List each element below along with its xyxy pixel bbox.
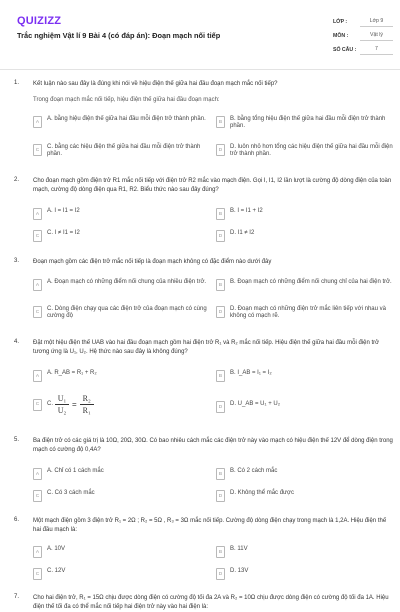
option-text: D. U_AB = U₁ + U₂ [230,401,281,407]
option-a[interactable] [33,370,213,382]
fraction-numerator: U₁ [57,394,67,403]
meta-value: 7 [360,46,393,55]
fraction-r [80,394,94,415]
option-b[interactable] [216,370,396,382]
header [0,0,400,66]
question-text: Cho đoạn mạch gồm điện trở R1 mắc nối tiếp với điện trở R2 mắc vào mạch điện. Gọi I, I1, I2 lần lượt là cường độ dòng điện của toàn mạch, cường độ dòng điện qua R1, R2. Biểu thức nào sau đây đúng? [33,178,392,193]
option-text: C. 12V [47,568,66,574]
fraction-numerator: R₂ [82,394,91,403]
fraction-bar [55,404,69,405]
quizizz-logo: QUIZIZZ [17,15,62,27]
option-text: D. luôn nhỏ hơn tổng các hiệu điện thế giữa hai đầu mỗi điện trở thành phần. [230,144,393,157]
option-letter-box: B [216,546,225,558]
option-text: C. bằng các hiệu điện thế giữa hai đầu mỗi điện trở thành phần. [47,144,201,157]
option-letter-box: A [33,370,42,382]
option-a[interactable] [33,116,213,128]
option-a[interactable] [33,279,213,291]
option-letter-box: A [33,208,42,220]
option-letter-box: B [216,208,225,220]
option-text: A. Đoạn mạch có những điểm nối chung của nhiều điện trở. [47,279,207,285]
option-letter-box: C [33,490,42,502]
question-text: Cho hai điện trở, R₁ = 15Ω chịu được dòng điện có cường độ tối đa 2A và R₂ = 10Ω chịu được dòng điện có cường độ tối đa 1A. Hiệu điện thế tối đa có thể mắc nối tiếp hai điện trở này vào hai điện là: [33,595,389,610]
meta-row-class [333,15,393,29]
question-text: Đoạn mạch gồm các điện trở mắc nối tiếp là đoạn mạch không có đặc điểm nào dưới đây [33,259,272,265]
meta-key: LỚP : [333,19,348,25]
option-letter-box: A [33,116,42,128]
option-text: A. I = I1 = I2 [47,208,80,214]
option-text: C. Có 3 cách mắc [47,490,95,496]
option-c[interactable] [33,394,213,415]
option-text: B. Đoạn mạch có những điểm nối chung chỉ của hai điện trở. [230,279,392,285]
option-letter-box: B [216,468,225,480]
question-number: 6. [14,517,20,523]
question-number: 2. [14,177,20,183]
header-divider [0,69,400,70]
option-letter-box: A [33,279,42,291]
option-c[interactable] [33,306,213,320]
meta-key: SỐ CÂU : [333,47,357,53]
page-title: Trắc nghiệm Vật lí 9 Bài 4 (có đáp án): Đoạn mạch nối tiếp [17,31,221,40]
question-text: Ba điện trở có các giá trị là 10Ω, 20Ω, 30Ω. Có bao nhiêu cách mắc các điện trở này vào mạch có hiệu điện thế 12V để dòng điện trong mạch có cường độ 0,4A? [33,438,393,453]
question-text: Đặt một hiệu điện thế UAB vào hai đầu đoạn mạch gồm hai điện trở R₁ và R₂ mắc nối tiếp. Hiệu điện thế giữa hai đầu mỗi điện trở tương ứng là U₁, U₂. Hệ thức nào sau đây là không đúng? [33,340,380,355]
option-text: A. R_AB = R₁ + R₂ [47,370,97,376]
option-prefix: C. [47,401,53,407]
option-letter-box: D [216,401,225,413]
meta-row-count [333,43,393,57]
option-text: B. Có 2 cách mắc [230,468,278,474]
meta-row-subject [333,29,393,43]
option-letter-box: C [33,568,42,580]
fraction-u [55,394,69,415]
fraction-denominator: R₁ [82,406,91,415]
question-number: 3. [14,258,20,264]
option-letter-box: D [216,306,225,318]
option-letter-box: A [33,468,42,480]
question-number: 1. [14,80,20,86]
meta-panel [333,15,393,57]
option-d[interactable] [216,490,396,502]
question-number: 7. [14,594,20,600]
option-letter-box: D [216,230,225,242]
option-letter-box: B [216,116,225,128]
option-letter-box: C [33,230,42,242]
option-text: C. I ≠ I1 = I2 [47,230,80,236]
option-b[interactable] [216,468,396,480]
option-letter-box: A [33,546,42,558]
option-d[interactable] [216,401,396,413]
option-letter-box: C [33,306,42,318]
option-a[interactable] [33,546,213,558]
option-letter-box: C [33,144,42,156]
option-text: C. Dòng điện chạy qua các điện trở của đoạn mạch có cùng cường độ [47,306,207,319]
option-d[interactable] [216,306,396,320]
fraction-bar [80,404,94,405]
option-b[interactable] [216,546,396,558]
option-letter-box: B [216,370,225,382]
option-c[interactable] [33,490,213,502]
option-b[interactable] [216,279,396,291]
fraction-denominator: U₂ [57,406,67,415]
question-text: Kết luận nào sau đây là đúng khi nói về hiệu điện thế giữa hai đầu đoạn mạch mắc nối tiếp? [33,81,278,87]
option-letter-box: B [216,279,225,291]
option-text: A. 10V [47,546,66,552]
meta-value: Vật lý [360,32,393,41]
option-a[interactable] [33,468,213,480]
question-text: Một mạch điện gồm 3 điện trở R₁ = 2Ω ; R₂ = 5Ω , R₃ = 3Ω mắc nối tiếp. Cường độ dòng điện chạy trong mạch là 1,2A. Hiệu điện thế hai đầu mạch là: [33,518,387,533]
option-text: D. 13V [230,568,249,574]
option-letter-box: D [216,144,225,156]
option-text: B. I_AB = I₁ = I₂ [230,370,272,376]
option-d[interactable] [216,230,396,242]
option-c[interactable] [33,144,213,158]
option-c[interactable] [33,230,213,242]
option-text: B. bằng tổng hiệu điện thế giữa hai đầu mỗi điện trở thành phần. [230,116,386,129]
option-text: D. I1 ≠ I2 [230,230,255,236]
option-letter-box: D [216,568,225,580]
option-d[interactable] [216,568,396,580]
option-c[interactable] [33,568,213,580]
meta-value: Lớp 9 [360,18,393,27]
meta-key: MÔN : [333,33,349,39]
option-letter-box: D [216,490,225,502]
question-subtext: Trong đoạn mạch mắc nối tiếp, hiệu điện thế giữa hai đầu đoạn mạch: [33,97,220,103]
question-number: 4. [14,339,20,345]
option-b[interactable] [216,208,396,220]
option-a[interactable] [33,208,213,220]
option-b[interactable] [216,116,396,130]
option-letter-box: C [33,399,42,411]
option-text: D. Đoạn mạch có những điện trở mắc liên tiếp với nhau và không có mạch rẽ. [230,306,386,319]
equals-sign: = [72,400,77,409]
option-d[interactable] [216,144,396,158]
option-text: A. Chỉ có 1 cách mắc [47,468,104,474]
option-text: B. 11V [230,546,248,552]
option-text: D. Không thể mắc được [230,490,294,496]
option-text: A. bằng hiệu điện thế giữa hai đầu mỗi điện trở thành phần. [47,116,206,122]
option-text: B. I = I1 + I2 [230,208,263,214]
question-number: 5. [14,437,20,443]
